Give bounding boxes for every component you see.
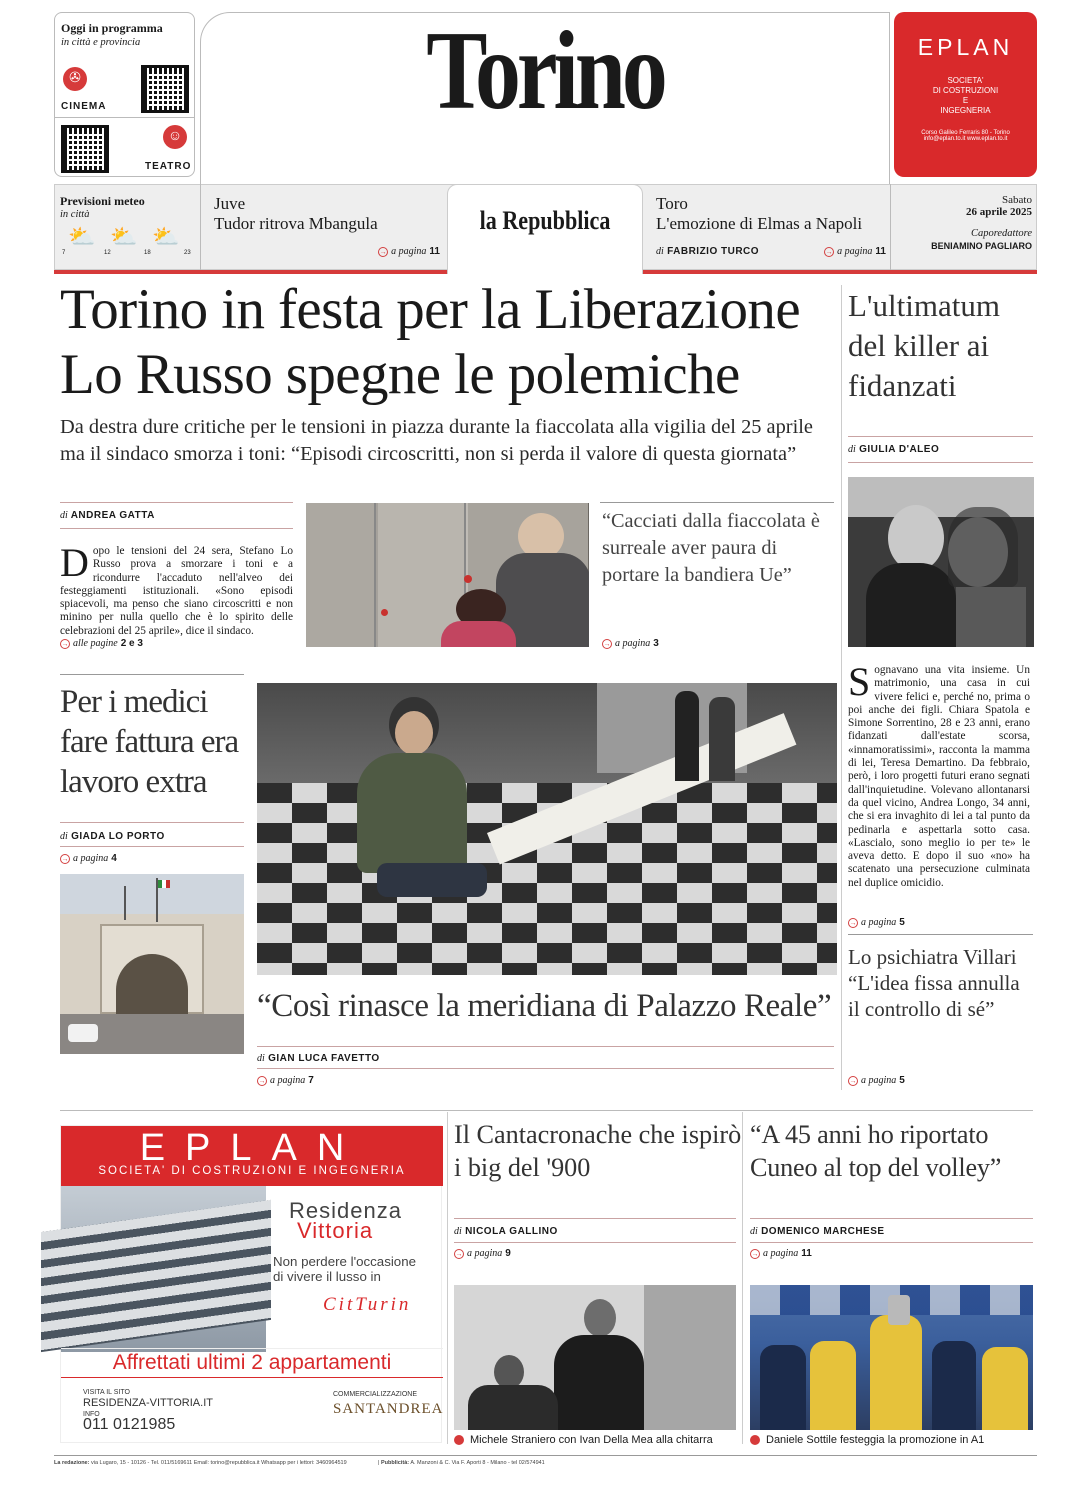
killer-byline: di GIULIA D'ALEO: [848, 444, 940, 455]
killer-dropcap: S: [848, 659, 871, 704]
ad-cittarin: CitTurin: [323, 1294, 412, 1315]
partly-cloudy-icon: ⛅: [68, 224, 96, 249]
camera-icon: [454, 1435, 464, 1445]
couple-photo: [848, 477, 1034, 647]
toro-ref[interactable]: → a pagina 11: [825, 246, 886, 257]
ad-top-line4: INGEGNERIA: [940, 106, 991, 115]
volley-byline: di DOMENICO MARCHESE: [750, 1226, 885, 1237]
partly-cloudy-icon: ⛅: [110, 224, 138, 249]
ad-top-eplan[interactable]: [894, 12, 1037, 177]
ad-top-brand: EPLAN: [917, 34, 1014, 60]
masthead-title[interactable]: Torino: [426, 9, 664, 133]
meridiana-photo: [257, 683, 837, 975]
killer-headline[interactable]: L'ultimatum del killer ai fidanzati: [848, 288, 1000, 403]
volley-caption: Daniele Sottile festeggia la promozione in A1: [750, 1434, 984, 1446]
arrow-right-icon: →: [455, 1249, 463, 1258]
juve-title: Tudor ritrova Mbangula: [214, 214, 378, 233]
partly-cloudy-icon: ⛅: [152, 224, 180, 249]
medici-ref[interactable]: → a pagina 4: [61, 853, 117, 864]
lead-body: Dopo le tensioni del 24 sera, Stefano Lo Russo prova a smorzare i toni e a ricondurre l'accaduto nell'alveo dei festeggiamenti istituzionali. «Sono episodi spiacevoli, ma penso che siano circoscritti e non minino per nulla quello che è lo spirito delle celebrazioni del 25 aprile», dice il sindaco.: [60, 540, 293, 637]
juve-teaser[interactable]: [214, 194, 442, 264]
ad-phone[interactable]: 011 0121985: [83, 1416, 176, 1433]
arrow-right-icon: →: [61, 854, 69, 863]
temp-2: 12: [104, 250, 111, 256]
lead-dropcap: D: [60, 540, 89, 585]
memorial-photo: [306, 503, 589, 647]
arrow-right-icon: →: [825, 247, 833, 256]
temp-4: 23: [184, 250, 191, 256]
psichiatra-headline[interactable]: Lo psichiatra Villari “L'idea fissa annulla il controllo di sé”: [848, 945, 1020, 1021]
camera-icon: [750, 1435, 760, 1445]
ad-bottom-eplan[interactable]: [60, 1125, 442, 1443]
editor-name: BENIAMINO PAGLIARO: [931, 241, 1032, 251]
ad-top-line2: DI COSTRUZIONI: [932, 86, 999, 95]
meteo-title[interactable]: Previsioni meteo: [60, 194, 145, 208]
ad-residenza-1: Residenza: [289, 1198, 402, 1223]
killer-body: Sognavano una vita insieme. Un matrimonio, una casa in cui vivere felici e, perché no, prima o poi anche dei figli. Chiara Spatola e Simone Sorrentino, 28 e 23 anni, erano fidanzati dall'estate scorsa, «innamoratissimi», racconta la mamma di lei, Teresa Demartino. Da febbraio, però, i loro progetti futuri erano segnati dall'inquietudine. Volevano allontanarsi da quel vicino, Andrea Longo, 34 anni, che si era invaghito di lei a tal punto da pedinarla e aspettarla sotto casa. «Lascialo, sono meglio io per te» le aveva detto. E dopo il suo «no» ha scatenato una persecuzione culminata nel duplice omicidio.: [848, 659, 1030, 889]
arrow-right-icon: →: [849, 918, 857, 927]
repubblica-logo[interactable]: la Repubblica: [479, 206, 611, 235]
toro-byline: di FABRIZIO TURCO: [656, 246, 760, 257]
footer-pubblicita: | Pubblicità: A. Manzoni & C. Via F. Aporti 8 - Milano - tel 02/574941: [378, 1460, 545, 1466]
programma-box: [54, 12, 195, 177]
volley-ref[interactable]: → a pagina 11: [751, 1248, 812, 1259]
ad-copy-2: di vivere il lusso in: [273, 1269, 381, 1284]
cinema-label[interactable]: CINEMA: [61, 101, 107, 112]
temp-1: 7: [62, 250, 66, 256]
ad-visit: VISITA IL SITO: [83, 1389, 130, 1396]
teatro-qr-code[interactable]: [61, 125, 109, 173]
cantacronache-byline: di NICOLA GALLINO: [454, 1226, 558, 1237]
volley-headline[interactable]: “A 45 anni ho riportato Cuneo al top del volley”: [750, 1120, 1002, 1182]
ad-site[interactable]: RESIDENZA-VITTORIA.IT: [83, 1397, 213, 1409]
cantacronache-ref[interactable]: → a pagina 9: [455, 1248, 511, 1259]
killer-ref[interactable]: → a pagina 5: [849, 917, 905, 928]
cinema-icon: ✇: [63, 67, 87, 91]
toro-title: L'emozione di Elmas a Napoli: [656, 214, 863, 233]
edition-date: 26 aprile 2025: [966, 206, 1032, 218]
ad-bottom-tagline: SOCIETA' DI COSTRUZIONI E INGEGNERIA: [98, 1165, 406, 1177]
medici-byline: di GIADA LO PORTO: [60, 831, 165, 842]
toro-teaser[interactable]: [656, 194, 888, 264]
ad-agency: SANTANDREA: [333, 1401, 444, 1417]
teatro-icon: ☺: [163, 125, 187, 149]
quote-card-ref[interactable]: → a pagina 3: [603, 638, 659, 649]
ad-cta[interactable]: Affrettati ultimi 2 appartamenti: [61, 1348, 443, 1378]
meridiana-ref[interactable]: → a pagina 7: [258, 1075, 314, 1086]
ad-top-line1: SOCIETA': [947, 76, 984, 85]
ad-comm: COMMERCIALIZZAZIONE: [333, 1391, 418, 1398]
meridiana-headline[interactable]: “Così rinasce la meridiana di Palazzo Reale”: [257, 988, 832, 1024]
ad-residenza-2: Vittoria: [297, 1218, 374, 1243]
ad-top-address: Corso Galileo Ferraris 80 - Torino: [921, 130, 1010, 136]
weather-strip: [60, 224, 194, 258]
juve-ref[interactable]: → a pagina 11: [379, 246, 440, 257]
lead-subhead-1: Da destra dure critiche per le tensioni in piazza durante la fiaccolata alla vigilia del 25 aprile: [60, 416, 813, 438]
juve-kicker: Juve: [214, 194, 246, 213]
lead-ref[interactable]: → alle pagine 2 e 3: [61, 638, 143, 649]
arrow-right-icon: →: [379, 247, 387, 256]
editor-role: Caporedattore: [970, 228, 1032, 239]
meteo-subtitle: in città: [60, 209, 90, 220]
edition-day: Sabato: [1002, 194, 1032, 206]
cantacronache-headline[interactable]: Il Cantacronache che ispirò i big del '900: [454, 1120, 742, 1182]
psichiatra-ref[interactable]: → a pagina 5: [849, 1075, 905, 1086]
arrow-right-icon: →: [258, 1076, 266, 1085]
lead-byline: di ANDREA GATTA: [60, 510, 155, 521]
cantacronache-photo: [454, 1285, 736, 1430]
lead-headline-2[interactable]: Lo Russo spegne le polemiche: [60, 343, 740, 406]
arrow-right-icon: →: [603, 639, 611, 648]
hospital-photo: [60, 874, 244, 1054]
ad-bottom-brand: EPLAN: [139, 1127, 365, 1169]
ad-copy-1: Non perdere l'occasione: [273, 1254, 416, 1269]
cantacronache-caption: Michele Straniero con Ivan Della Mea alla chitarra: [454, 1434, 713, 1446]
medici-headline[interactable]: Per i medici fare fattura era lavoro extra: [60, 684, 239, 800]
temp-3: 18: [144, 250, 151, 256]
teatro-label[interactable]: TEATRO: [145, 161, 192, 172]
toro-kicker: Toro: [656, 194, 688, 213]
ad-top-line3: E: [962, 96, 969, 105]
arrow-right-icon: →: [849, 1076, 857, 1085]
building-render: [61, 1186, 266, 1352]
ad-top-contacts: info@eplan.to.it www.eplan.to.it: [923, 136, 1008, 142]
edition-date-block: [892, 194, 1032, 251]
programma-subtitle: in città e provincia: [61, 37, 141, 48]
meridiana-byline: di GIAN LUCA FAVETTO: [257, 1053, 380, 1064]
cinema-qr-code[interactable]: [141, 65, 189, 113]
lead-headline-1[interactable]: Torino in festa per la Liberazione: [60, 278, 801, 341]
lead-subhead-2: ma il sindaco smorza i toni: “Episodi circoscritti, non si perda il valore di questa giornata”: [60, 443, 797, 465]
arrow-right-icon: →: [61, 639, 69, 648]
quote-card-text[interactable]: “Cacciati dalla fiaccolata è surreale aver paura di portare la bandiera Ue”: [602, 510, 820, 586]
arrow-right-icon: →: [751, 1249, 759, 1258]
programma-title: Oggi in programma: [61, 21, 163, 35]
ad-info: INFO: [83, 1411, 100, 1418]
footer-redazione: La redazione: via Lugaro, 15 - 10126 - Tel. 011/5169611 Email: torino@repubblica.it Whatsapp per i lettori: 3460964519: [54, 1460, 347, 1466]
volley-photo: [750, 1285, 1033, 1430]
